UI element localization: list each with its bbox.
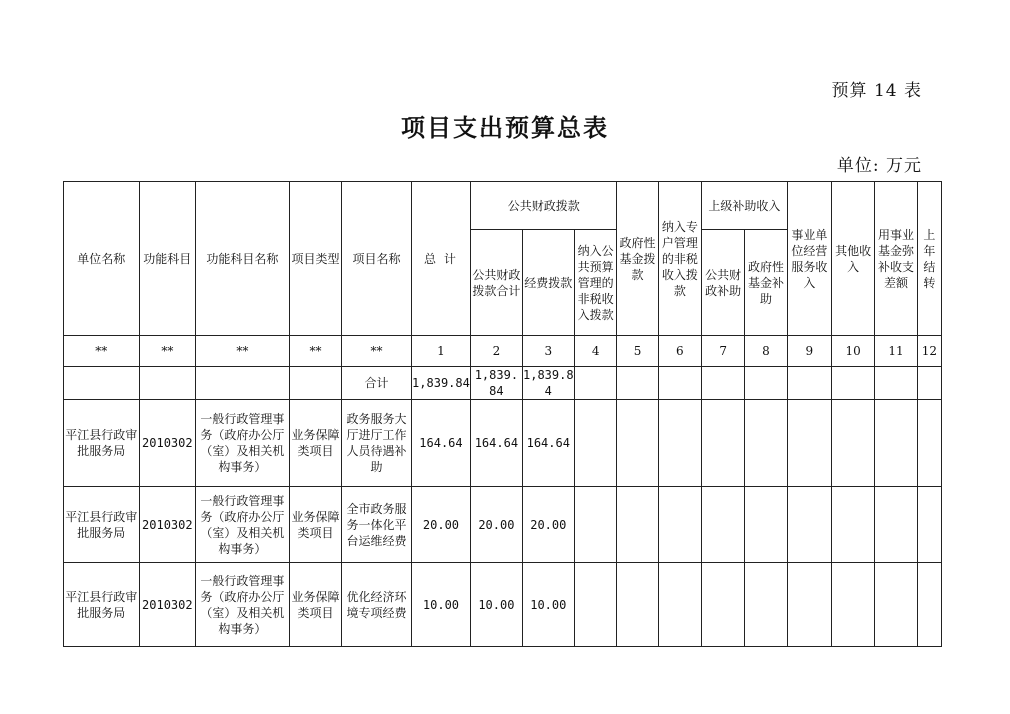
- page-title: 项目支出预算总表: [401, 114, 609, 142]
- index-cell: 11: [875, 336, 917, 367]
- public-fiscal-cell: 10.00: [471, 563, 522, 647]
- total-cell: 10.00: [411, 563, 470, 647]
- index-cell: 12: [917, 336, 941, 367]
- table-row: [64, 487, 942, 563]
- index-cell: 8: [745, 336, 787, 367]
- header-total: 总 计: [411, 182, 470, 336]
- index-cell: 6: [658, 336, 701, 367]
- header-special-nontax: 纳入专户管理的非税收入拨款: [658, 182, 701, 336]
- table-row: [64, 400, 942, 487]
- index-cell: **: [139, 336, 195, 367]
- unit-label: 单位: 万元: [836, 156, 922, 176]
- total-row: [64, 367, 942, 400]
- public-fiscal-cell: 164.64: [471, 400, 522, 487]
- total-public-fiscal-cell: 1,839.84: [471, 367, 522, 400]
- header-unit-name: 单位名称: [64, 182, 140, 336]
- func-code-cell: 2010302: [139, 487, 195, 563]
- total-cell: 20.00: [411, 487, 470, 563]
- index-cell: **: [196, 336, 290, 367]
- func-name-cell: 一般行政管理事务（政府办公厅（室）及相关机构事务）: [196, 487, 290, 563]
- index-cell: 10: [832, 336, 875, 367]
- unit-name-cell: 平江县行政审批服务局: [64, 563, 140, 647]
- index-cell: 1: [411, 336, 470, 367]
- header-other-income: 其他收入: [832, 182, 875, 336]
- header-superior-fund: 政府性基金补助: [745, 230, 787, 336]
- index-cell: 2: [471, 336, 522, 367]
- total-cell: 164.64: [411, 400, 470, 487]
- project-type-cell: 业务保障类项目: [289, 563, 341, 647]
- form-code: 预算 14 表: [831, 81, 922, 101]
- project-name-cell: 全市政务服务一体化平台运维经费: [342, 487, 412, 563]
- unit-name-cell: 平江县行政审批服务局: [64, 487, 140, 563]
- expense-cell: 20.00: [522, 487, 574, 563]
- func-code-cell: 2010302: [139, 400, 195, 487]
- index-cell: **: [342, 336, 412, 367]
- header-func-name: 功能科目名称: [196, 182, 290, 336]
- header-business-income: 事业单位经营服务收入: [787, 182, 831, 336]
- func-name-cell: 一般行政管理事务（政府办公厅（室）及相关机构事务）: [196, 400, 290, 487]
- header-public-fiscal-total: 公共财政拨款合计: [471, 230, 522, 336]
- header-project-name: 项目名称: [342, 182, 412, 336]
- header-superior-subsidy: 上级补助收入: [702, 182, 788, 230]
- index-cell: 4: [575, 336, 617, 367]
- total-expense-cell: 1,839.84: [523, 368, 574, 398]
- total-label: 合计: [342, 367, 412, 400]
- expense-cell: 10.00: [522, 563, 574, 647]
- unit-name-cell: 平江县行政审批服务局: [64, 400, 140, 487]
- project-type-cell: 业务保障类项目: [289, 400, 341, 487]
- header-superior-public: 公共财政补助: [702, 230, 745, 336]
- expense-cell: 164.64: [522, 400, 574, 487]
- public-fiscal-cell: 20.00: [471, 487, 522, 563]
- func-name-cell: 一般行政管理事务（政府办公厅（室）及相关机构事务）: [196, 563, 290, 647]
- project-name-cell: 优化经济环境专项经费: [342, 563, 412, 647]
- index-row: [64, 336, 942, 367]
- func-code-cell: 2010302: [139, 563, 195, 647]
- index-cell: 3: [522, 336, 574, 367]
- header-expense-appropriation: 经费拨款: [522, 230, 574, 336]
- header-project-type: 项目类型: [289, 182, 341, 336]
- index-cell: 9: [787, 336, 831, 367]
- total-cell: 1,839.84: [411, 367, 470, 400]
- header-fund-balance: 用事业基金弥补收支差额: [875, 182, 917, 336]
- index-cell: 5: [617, 336, 658, 367]
- header-carryover: 上年结转: [917, 182, 941, 336]
- index-cell: **: [64, 336, 140, 367]
- header-public-budget-nontax: 纳入公共预算管理的非税收入拨款: [575, 230, 617, 336]
- budget-table: [63, 181, 942, 647]
- index-cell: 7: [702, 336, 745, 367]
- header-public-fiscal: 公共财政拨款: [471, 182, 617, 230]
- table-row: [64, 563, 942, 647]
- header-func-code: 功能科目: [139, 182, 195, 336]
- project-name-cell: 政务服务大厅进厅工作人员待遇补助: [342, 400, 412, 487]
- project-type-cell: 业务保障类项目: [289, 487, 341, 563]
- index-cell: **: [289, 336, 341, 367]
- header-gov-fund: 政府性基金拨款: [617, 182, 658, 336]
